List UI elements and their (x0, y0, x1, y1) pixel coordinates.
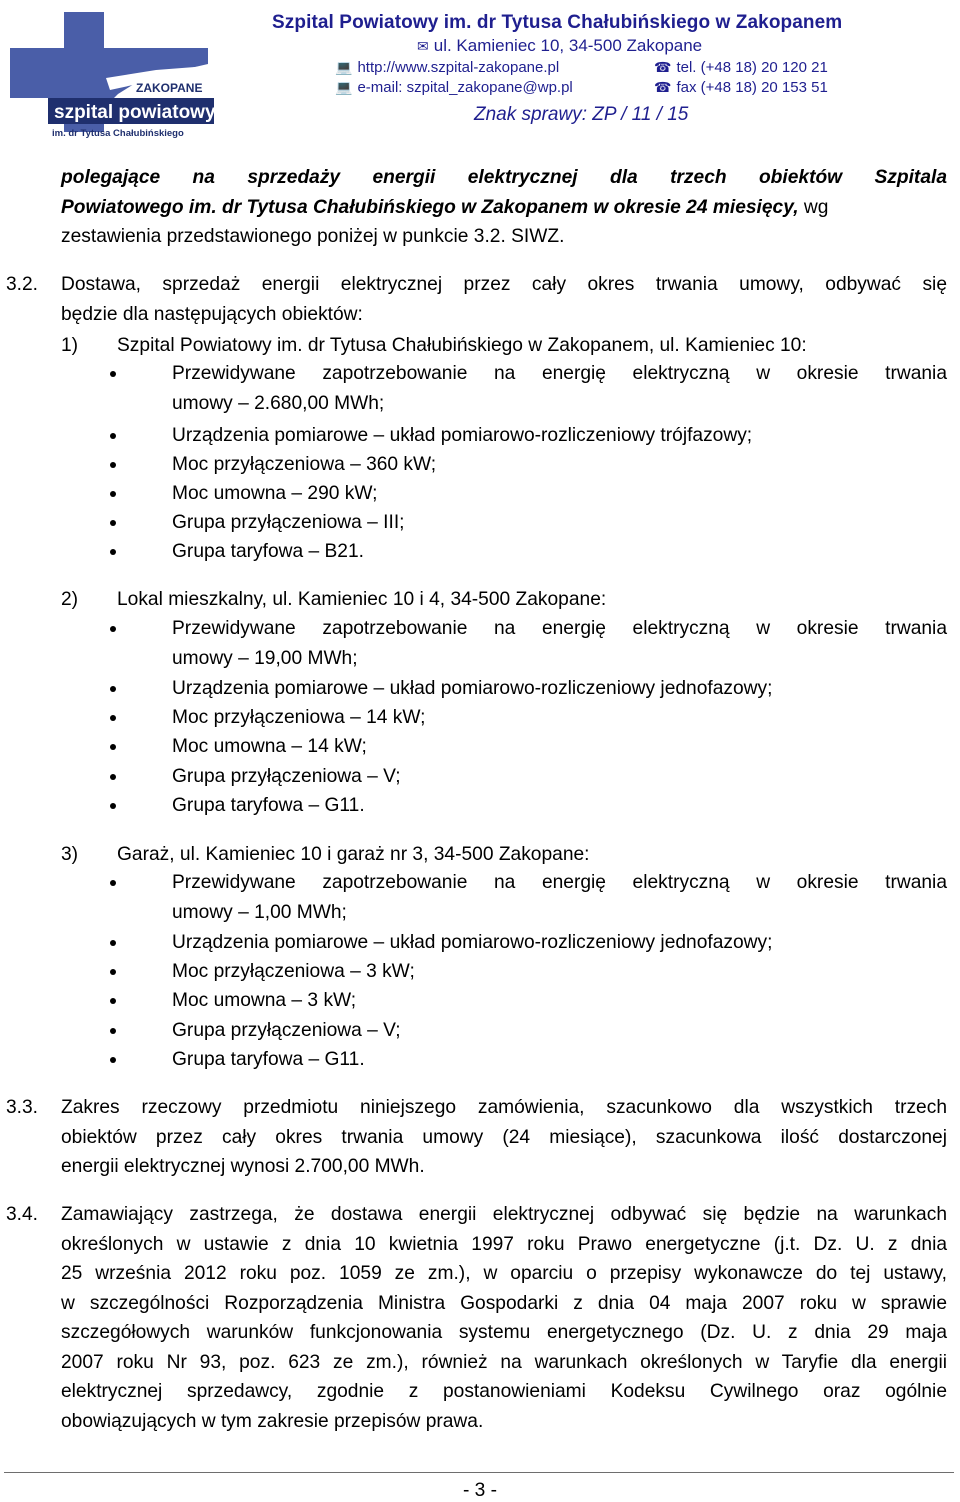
intro-line-3: zestawienia przedstawionego poniżej w punkcie 3.2. SIWZ. (61, 226, 565, 247)
object-1-title: 1) Szpital Powiatowy im. dr Tytusa Chałubińskiego w Zakopanem, ul. Kamieniec 10: (61, 335, 807, 356)
hospital-address: ✉ ul. Kamieniec 10, 34-500 Zakopane (417, 36, 703, 55)
bullet-icon (110, 1028, 116, 1034)
list-item: Urządzenia pomiarowe – układ pomiarowo-rozliczeniowy trójfazowy; (172, 421, 947, 451)
phone-icon: ☎ (654, 79, 672, 95)
computer-icon: 💻 (335, 59, 353, 75)
letterhead (0, 0, 960, 140)
bullet-icon (110, 744, 116, 750)
bullet-icon (110, 491, 116, 497)
section-number: 3.3. (6, 1097, 39, 1118)
object-2-title: 2) Lokal mieszkalny, ul. Kamieniec 10 i 4, 34-500 Zakopane: (61, 589, 607, 610)
bullet-icon (110, 371, 116, 377)
bullet-icon (110, 549, 116, 555)
hospital-phone: ☎ tel. (+48 18) 20 120 21 (654, 59, 828, 76)
bullet-icon (110, 626, 116, 632)
intro-line-1: polegające na sprzedaży energii elektrycznej dla trzech obiektów Szpitala (61, 167, 947, 188)
section-number: 3.4. (6, 1204, 39, 1225)
list-item: Urządzenia pomiarowe – układ pomiarowo-rozliczeniowy jednofazowy; (172, 928, 947, 958)
bullet-icon (110, 969, 116, 975)
bullet-icon (110, 774, 116, 780)
list-item: Grupa taryfowa – G11. (172, 791, 947, 821)
bullet-icon (110, 433, 116, 439)
logo-city: ZAKOPANE (136, 81, 203, 95)
object-3-title: 3) Garaż, ul. Kamieniec 10 i garaż nr 3, 34-500 Zakopane: (61, 844, 590, 865)
list-item: Moc przyłączeniowa – 360 kW; (172, 450, 947, 480)
list-item: Moc umowna – 3 kW; (172, 986, 947, 1016)
phone-icon: ☎ (654, 59, 672, 75)
list-item: Moc przyłączeniowa – 3 kW; (172, 957, 947, 987)
bullet-icon (110, 462, 116, 468)
list-item: Grupa taryfowa – G11. (172, 1045, 947, 1075)
logo-patron: im. dr Tytusa Chałubińskiego (52, 128, 184, 139)
hospital-email[interactable]: 💻 e-mail: szpital_zakopane@wp.pl (335, 79, 573, 96)
list-item: Moc umowna – 14 kW; (172, 732, 947, 762)
bullet-icon (110, 998, 116, 1004)
logo-name: szpital powiatowy (54, 102, 216, 123)
bullet-icon (110, 715, 116, 721)
list-item: Grupa przyłączeniowa – V; (172, 762, 947, 792)
list-item: Przewidywane zapotrzebowanie na energię elektryczną w okresie trwania umowy – 1,00 MWh; (172, 868, 947, 927)
intro-line-2: Powiatowego im. dr Tytusa Chałubińskiego w Zakopanem w okresie 24 miesięcy, wg (61, 196, 829, 218)
section-number: 3.2. (6, 274, 39, 295)
hospital-fax: ☎ fax (+48 18) 20 153 51 (654, 79, 828, 96)
bullet-icon (110, 686, 116, 692)
envelope-icon: ✉ (417, 38, 429, 54)
bullet-icon (110, 520, 116, 526)
list-item: Grupa taryfowa – B21. (172, 537, 947, 567)
list-item: Moc umowna – 290 kW; (172, 479, 947, 509)
computer-icon: 💻 (335, 79, 353, 95)
case-reference: Znak sprawy: ZP / 11 / 15 (474, 104, 689, 125)
section-body: Zamawiający zastrzega, że dostawa energii elektrycznej odbywać się będzie na warunkach określonych w ustawie z dnia 10 kwietnia 1997 roku Prawo energetyczne (j.t. Dz. U. z dnia 25 września 2012 roku poz. 1059 ze zm.), w oparciu o przepisy wykonawcze do tej ustawy, w szczególności Rozporządzenia Ministra Gospodarki z dnia 04 maja 2007 roku w sprawie szczegółowych warunków funkcjonowania systemu energetycznego (Dz. U. z dnia 29 maja 2007 roku Nr 93, poz. 623 ze zm.), również na warunkach określonych w Taryfie dla energii elektrycznej sprzedawcy, zgodnie z postanowieniami Kodeksu Cywilnego oraz ogólnie obowiązujących w tym zakresie przepisów prawa. (61, 1204, 947, 1432)
intro-paragraph (61, 163, 947, 252)
list-item: Moc przyłączeniowa – 14 kW; (172, 703, 947, 733)
bullet-icon (110, 880, 116, 886)
bullet-icon (110, 803, 116, 809)
list-item: Urządzenia pomiarowe – układ pomiarowo-rozliczeniowy jednofazowy; (172, 674, 947, 704)
list-item: Grupa przyłączeniowa – III; (172, 508, 947, 538)
bullet-icon (110, 940, 116, 946)
list-item: Grupa przyłączeniowa – V; (172, 1016, 947, 1046)
page-number: - 3 - (462, 1480, 498, 1501)
section-body: Zakres rzeczowy przedmiotu niniejszego zamówienia, szacunkowo dla wszystkich trzech obiektów przez cały okres trwania umowy (24 miesiące), szacunkowa ilość dostarczonej energii elektrycznej wynosi 2.700,00 MWh. (61, 1097, 947, 1177)
hospital-name: Szpital Powiatowy im. dr Tytusa Chałubińskiego w Zakopanem (272, 12, 843, 33)
list-item: Przewidywane zapotrzebowanie na energię elektryczną w okresie trwania umowy – 19,00 MWh; (172, 614, 947, 673)
hospital-website[interactable]: 💻 http://www.szpital-zakopane.pl (335, 59, 560, 76)
section-body: Dostawa, sprzedaż energii elektrycznej przez cały okres trwania umowy, odbywać się będzie dla następujących obiektów: (61, 274, 947, 325)
bullet-icon (110, 1057, 116, 1063)
list-item: Przewidywane zapotrzebowanie na energię elektryczną w okresie trwania umowy – 2.680,00 MWh; (172, 359, 947, 418)
footer-divider (4, 1472, 954, 1473)
